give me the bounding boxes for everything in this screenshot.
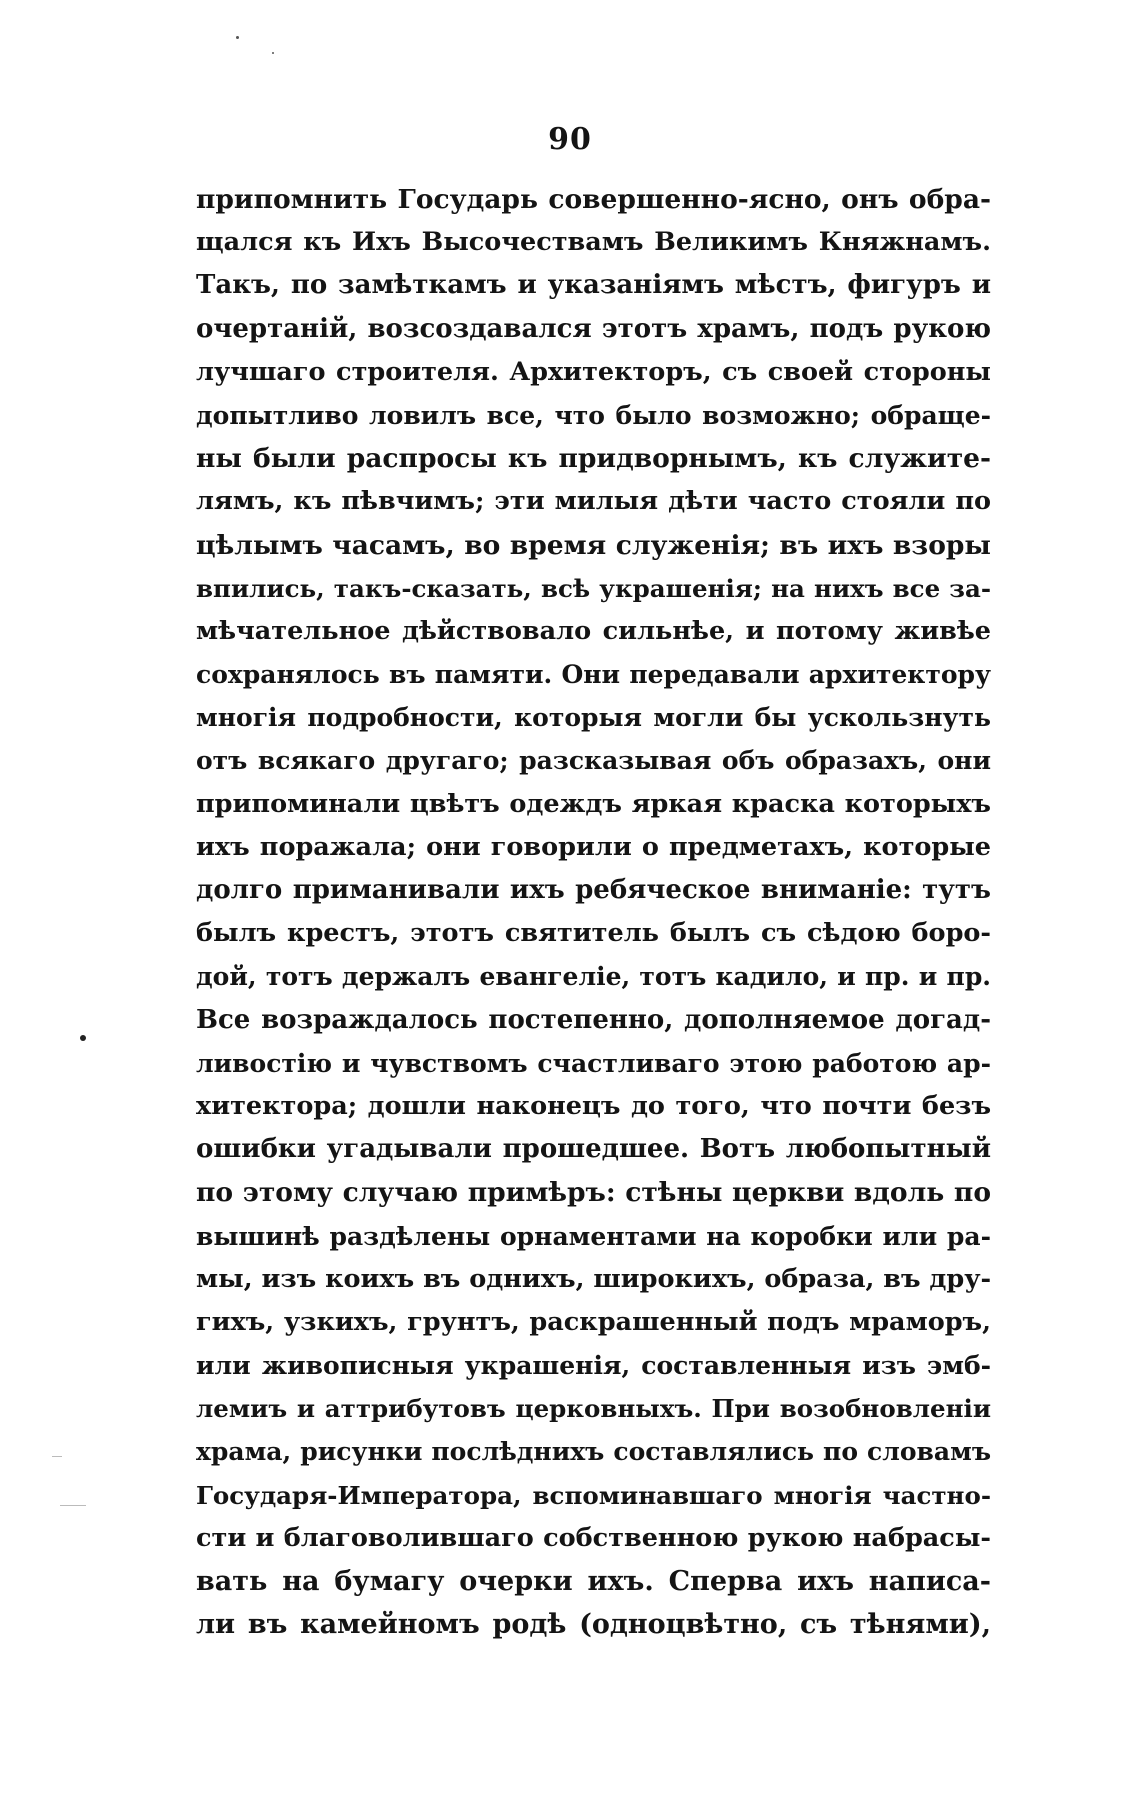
text-line: очертаній, возсоздавался этотъ храмъ, подъ рукою [196, 313, 991, 344]
text-line: лучшаго строителя. Архитекторъ, съ своей стороны [196, 356, 991, 387]
text-line: былъ крестъ, этотъ святитель былъ съ сѣдою боро- [196, 918, 991, 949]
text-line: хитектора; дошли наконецъ до того, что почти безъ [196, 1090, 991, 1121]
text-line: впились, такъ-сказать, всѣ украшенія; на нихъ все за- [196, 573, 991, 603]
text-line: ны были распросы къ придворнымъ, къ служите- [196, 443, 991, 475]
text-line: дой, тотъ держалъ евангеліе, тотъ кадило, и пр. и пр. [196, 962, 991, 992]
text-line: лямъ, къ пѣвчимъ; эти милыя дѣти часто стояли по [196, 486, 991, 517]
text-line: Государя-Императора, вспоминавшаго многія частно- [196, 1480, 991, 1510]
text-line: вышинѣ раздѣлены орнаментами на коробки или ра- [196, 1221, 991, 1251]
text-line: отъ всякаго другаго; разсказывая объ образахъ, они [196, 746, 991, 776]
text-line: по этому случаю примѣръ: стѣны церкви вдоль по [196, 1177, 991, 1209]
text-line: сти и благоволившаго собственною рукою набрасы- [196, 1522, 991, 1553]
text-line: допытливо ловилъ все, что было возможно; обраще- [196, 400, 991, 430]
text-line: долго приманивали ихъ ребяческое вниманіе: тутъ [196, 875, 991, 905]
margin-speck [52, 1456, 62, 1457]
body-text [196, 178, 991, 1646]
text-line: гихъ, узкихъ, грунтъ, раскрашенный подъ мраморъ, [196, 1306, 991, 1337]
text-line: цѣлымъ часамъ, во время служенія; въ ихъ взоры [196, 529, 991, 561]
text-line: припоминали цвѣтъ одеждъ яркая краска которыхъ [196, 788, 991, 819]
margin-speck [60, 1505, 86, 1506]
text-line: ливостію и чувствомъ счастливаго этою работою ар- [196, 1048, 991, 1078]
text-line: щался къ Ихъ Высочествамъ Великимъ Княжнамъ. [196, 227, 991, 258]
text-line: или живописныя украшенія, составленныя изъ эмб- [196, 1351, 991, 1381]
text-line: мѣчательное дѣйствовало сильнѣе, и потому живѣе [196, 615, 991, 646]
margin-speck [80, 1035, 86, 1041]
margin-speck [236, 36, 239, 39]
text-line: припомнить Государь совершенно-ясно, онъ обра- [196, 184, 991, 215]
text-line: Такъ, по замѣткамъ и указаніямъ мѣстъ, фигуръ и [196, 270, 991, 301]
text-line: вать на бумагу очерки ихъ. Сперва ихъ написа- [196, 1566, 991, 1597]
text-line: многія подробности, которыя могли бы ускользнуть [196, 703, 991, 733]
text-line: храма, рисунки послѣднихъ составлялись по словамъ [196, 1437, 991, 1467]
text-line: ихъ поражала; они говорили о предметахъ, которые [196, 831, 991, 862]
text-line: лемиъ и аттрибутовъ церковныхъ. При возобновленіи [196, 1394, 991, 1424]
text-line: ошибки угадывали прошедшее. Вотъ любопытный [196, 1134, 991, 1165]
text-line: сохранялось въ памяти. Они передавали архитектору [196, 660, 991, 690]
text-line: ли въ камейномъ родѣ (одноцвѣтно, съ тѣнями), [196, 1609, 991, 1641]
page-number: 90 [548, 122, 592, 157]
margin-speck [272, 52, 274, 54]
text-line: мы, изъ коихъ въ однихъ, широкихъ, образа, въ дру- [196, 1263, 991, 1294]
text-line: Все возраждалось постепенно, дополняемое догад- [196, 1004, 991, 1035]
